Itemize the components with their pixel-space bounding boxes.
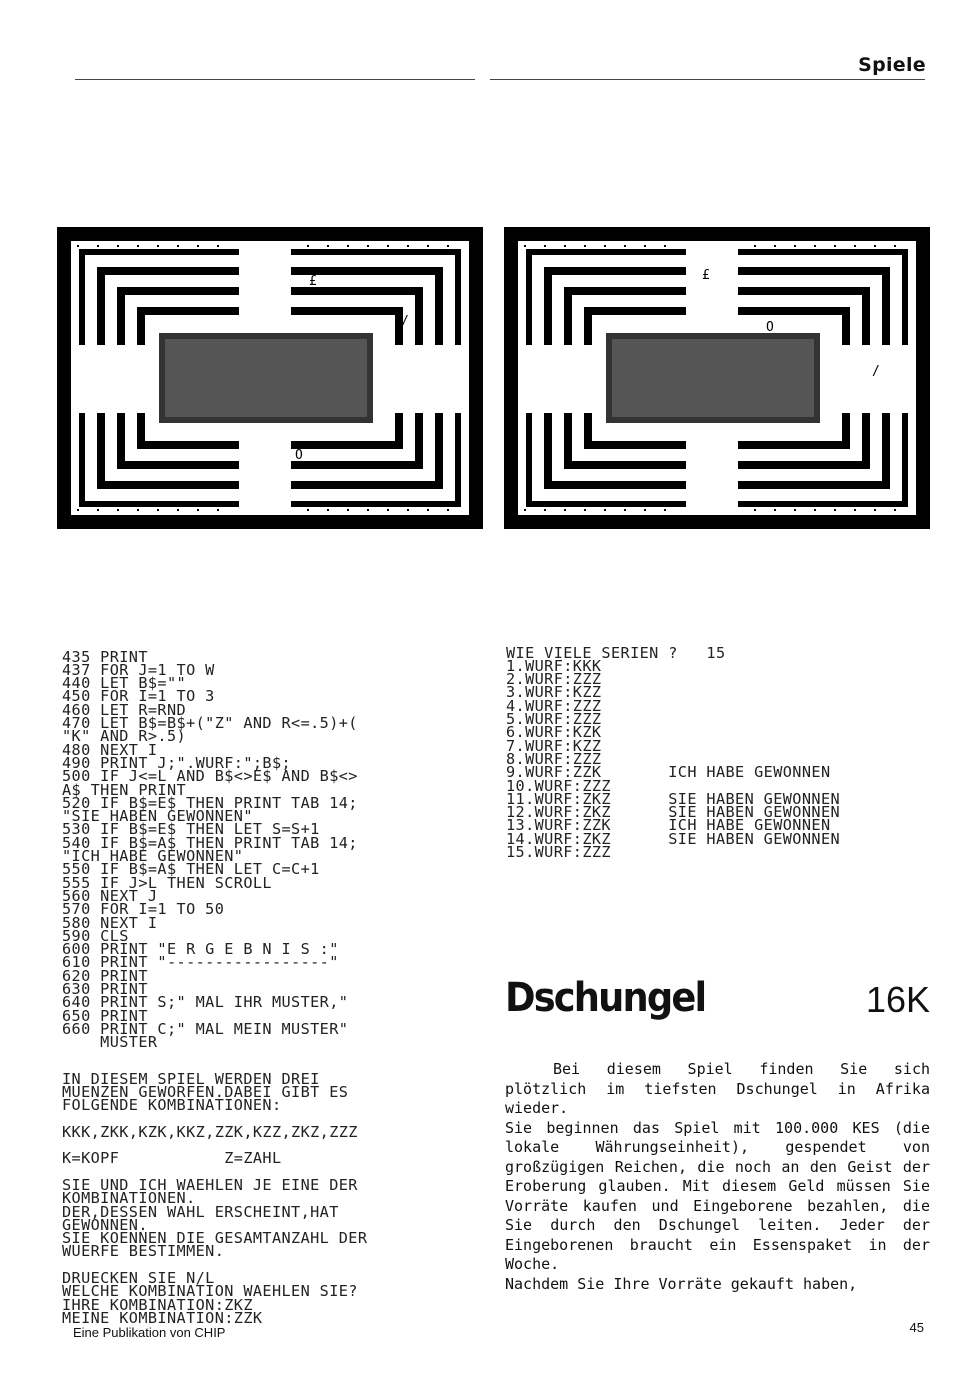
description-line: K=KOPF Z=ZAHL (62, 1149, 282, 1168)
listing-line: "K" AND R>.5) (62, 727, 187, 746)
slash-symbol: / (401, 314, 409, 329)
listing-line: 570 FOR I=1 TO 50 (62, 900, 225, 919)
listing-line: "SIE HABEN GEWONNEN" (62, 807, 253, 826)
pound-symbol: £ (702, 268, 710, 283)
listing-lines (62, 647, 358, 1052)
listing-line: 480 NEXT I (62, 740, 158, 759)
article-paragraph: Bei diesem Spiel finden Sie sich plötzlich im tiefsten Dschungel in Afrika wieder. (505, 1060, 930, 1117)
listing-line: 440 LET B$="" (62, 674, 187, 693)
page-number: 45 (909, 1320, 924, 1335)
listing-line: 620 PRINT (62, 966, 148, 985)
description-line: DER,DESSEN WAHL ERSCHEINT,HAT (62, 1202, 339, 1221)
output-line: 5.WURF:ZZZ (506, 710, 602, 729)
o-symbol-edge: O (918, 269, 925, 282)
listing-line: 660 PRINT C;" MAL MEIN MUSTER" (62, 1019, 349, 1038)
listing-line: 540 IF B$=A$ THEN PRINT TAB 14; (62, 833, 358, 852)
description-line: GEWONNEN. (62, 1215, 148, 1234)
description-line: WUERFE BESTIMMEN. (62, 1242, 225, 1261)
listing-line: 500 IF J<=L AND B$<>E$ AND B$<> (62, 767, 358, 786)
output-line: 8.WURF:ZZZ (506, 749, 602, 768)
output-line: 12.WURF:ZKZ SIE HABEN GEWONNEN (506, 803, 841, 822)
description-line: SIE KOENNEN DIE GESAMTANZAHL DER (62, 1229, 368, 1248)
output-line: 2.WURF:ZZZ (506, 670, 602, 689)
listing-line: 460 LET R=RND (62, 700, 187, 719)
slash-symbol: / (872, 364, 880, 379)
description-line: KKK,ZKK,KZK,KKZ,ZZK,KZZ,ZKZ,ZZZ (62, 1122, 358, 1141)
description-line: FOLGENDE KOMBINATIONEN: (62, 1096, 282, 1115)
description-line: KOMBINATIONEN. (62, 1189, 196, 1208)
listing-line: A$ THEN PRINT (62, 780, 187, 799)
output-line: 13.WURF:ZZK ICH HABE GEWONNEN (506, 816, 831, 835)
output-line: 10.WURF:ZZZ (506, 776, 611, 795)
listing-line: 437 FOR J=1 TO W (62, 660, 215, 679)
listing-line: 560 NEXT J (62, 886, 158, 905)
output-line: 3.WURF:KZZ (506, 683, 602, 702)
listing-line: 580 NEXT I (62, 913, 158, 932)
description-lines (62, 1069, 368, 1327)
listing-line: 520 IF B$=E$ THEN PRINT TAB 14; (62, 793, 358, 812)
o-symbol: O (766, 320, 774, 335)
program-listing (62, 624, 358, 1063)
listing-line: 490 PRINT J;".WURF:";B$; (62, 753, 292, 772)
output-line: 11.WURF:ZKZ SIE HABEN GEWONNEN (506, 789, 841, 808)
description-line: IN DIESEM SPIEL WERDEN DREI (62, 1069, 320, 1088)
listing-line: 640 PRINT S;" MAL IHR MUSTER," (62, 993, 349, 1012)
listing-line: 530 IF B$=E$ THEN LET S=S+1 (62, 820, 320, 839)
description-line: MUENZEN GEWORFEN.DABEI GIBT ES (62, 1082, 349, 1101)
article-heading (505, 975, 930, 1031)
output-line: 1.WURF:KKK (506, 656, 602, 675)
racetrack-graphic-right (504, 227, 930, 529)
listing-line: 650 PRINT (62, 1006, 148, 1025)
article-paragraph: Nachdem Sie Ihre Vorräte gekauft haben, (505, 1274, 858, 1293)
output-line: WIE VIELE SERIEN ? 15 (506, 643, 726, 662)
description-line: IHRE KOMBINATION:ZKZ (62, 1295, 253, 1314)
listing-line: 450 FOR I=1 TO 3 (62, 687, 215, 706)
description-line: SIE UND ICH WAEHLEN JE EINE DER (62, 1175, 358, 1194)
output-lines (506, 643, 841, 862)
listing-line: 435 PRINT (62, 647, 148, 666)
output-line: 9.WURF:ZZK ICH HABE GEWONNEN (506, 763, 831, 782)
description-line: WELCHE KOMBINATION WAEHLEN SIE? (62, 1282, 358, 1301)
output-line: 6.WURF:KZK (506, 723, 602, 742)
description-line: MEINE KOMBINATION:ZZK (62, 1308, 263, 1327)
listing-line: 590 CLS (62, 926, 129, 945)
listing-line: 610 PRINT "-----------------" (62, 953, 339, 972)
output-line: 4.WURF:ZZZ (506, 696, 602, 715)
article-title: Dschungel (505, 975, 706, 1021)
article-body (505, 1060, 930, 1294)
listing-line: MUSTER (62, 1033, 158, 1052)
game-description (62, 1046, 367, 1339)
output-line: 15.WURF:ZZZ (506, 843, 611, 862)
program-output (506, 620, 840, 873)
listing-line: 630 PRINT (62, 980, 148, 999)
listing-line: 550 IF B$=A$ THEN LET C=C+1 (62, 860, 320, 879)
description-line: DRUECKEN SIE N/L (62, 1269, 215, 1288)
listing-line: 600 PRINT "E R G E B N I S :" (62, 940, 339, 959)
pound-symbol: £ (309, 274, 317, 289)
o-symbol: O (295, 448, 303, 463)
listing-line: 555 IF J>L THEN SCROLL (62, 873, 272, 892)
racetrack-graphic-left (57, 227, 483, 529)
screenshot-left (57, 227, 483, 529)
listing-line: 470 LET B$=B$+("Z" AND R<=.5)+( (62, 714, 358, 733)
article-paragraph: Sie beginnen das Spiel mit 100.000 KES (die lokale Währungseinheit), gespendet von großzügigen Reichen, die noch an den Geist der Eroberung glauben. Mit diesem Geld müssen Sie Vorräte kaufen und Eingeborene bezahlen, die Sie durch den Dschungel leiten. Jeder der Eingeborenen braucht ein Essenspaket in der Woche. (505, 1118, 930, 1273)
section-title: Spiele (858, 54, 926, 76)
footer-publication: Eine Publikation von CHIP (73, 1325, 226, 1340)
output-line: 7.WURF:KZZ (506, 736, 602, 755)
memory-requirement: 16K (865, 979, 930, 1020)
output-line: 14.WURF:ZKZ SIE HABEN GEWONNEN (506, 829, 841, 848)
screenshot-right (504, 227, 930, 529)
header-rule-right (490, 79, 925, 80)
header-rule-left (75, 79, 475, 80)
listing-line: "ICH HABE GEWONNEN" (62, 847, 244, 866)
